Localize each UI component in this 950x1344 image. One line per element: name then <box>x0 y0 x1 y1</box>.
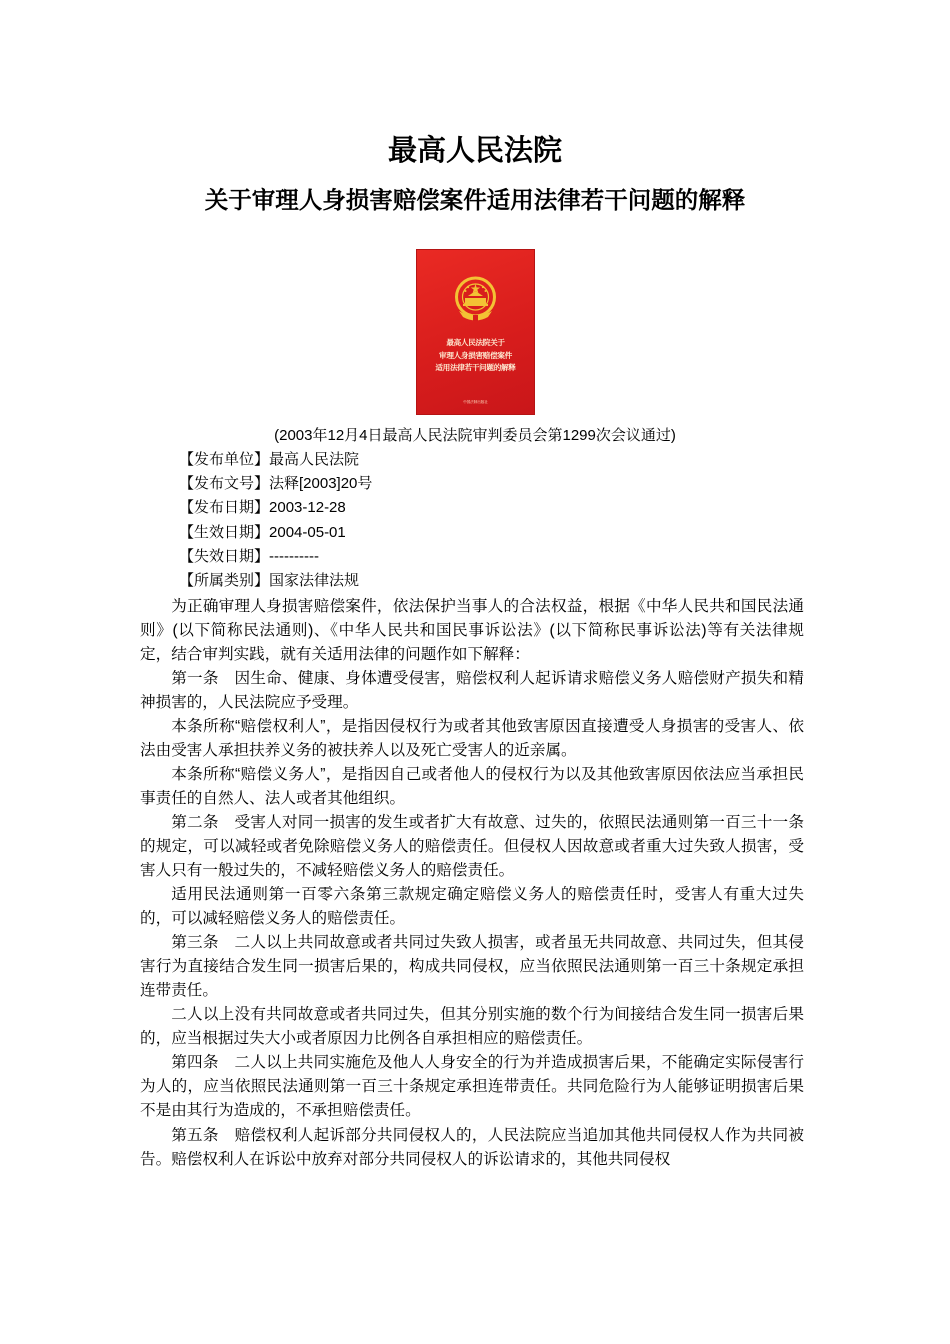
article-paragraph <box>140 1051 804 1123</box>
article-text: 二人以上没有共同故意或者共同过失，但其分别实施的数个行为间接结合发生同一损害后果的，应当根据过失大小或者原因力比例各自承担相应的赔偿责任。 <box>140 1006 804 1048</box>
article-text: 二人以上共同实施危及他人人身安全的行为并造成损害后果，不能确定实际侵害行为人的，应当依照民法通则第一百三十条规定承担连带责任。共同危险行为人能够证明损害后果不是由其行为造成的，不承担赔偿责任。 <box>140 1054 804 1120</box>
adoption-note: (2003年12月4日最高人民法院审判委员会第1299次会议通过) <box>274 427 676 444</box>
book-cover-image <box>416 249 535 415</box>
article-text: 因生命、健康、身体遭受侵害，赔偿权利人起诉请求赔偿义务人赔偿财产损失和精神损害的，人民法院应予受理。 <box>140 669 804 711</box>
document-subtitle: 关于审理人身损害赔偿案件适用法律若干问题的解释 <box>204 186 746 214</box>
article-heading: 第三条 <box>171 934 219 952</box>
article-text: 本条所称“赔偿权利人”，是指因侵权行为或者其他致害原因直接遭受人身损害的受害人、依法由受害人承担扶养义务的被扶养人以及死亡受害人的近亲属。 <box>140 717 804 759</box>
metadata-value: 国家法律法规 <box>269 571 360 589</box>
metadata-value: 法释[2003]20号 <box>269 475 373 493</box>
article-paragraph <box>140 715 804 763</box>
article-text: 受害人对同一损害的发生或者扩大有故意、过失的，依照民法通则第一百三十一条的规定，可以减轻或者免除赔偿义务人的赔偿责任。但侵权人因故意或者重大过失致人损害，受害人只有一般过失的，不减轻赔偿义务人的赔偿责任。 <box>140 813 804 880</box>
preamble-paragraph <box>140 595 804 667</box>
metadata-value: 最高人民法院 <box>269 451 360 468</box>
metadata-list <box>179 448 819 593</box>
metadata-label: 【生效日期】 <box>179 523 270 541</box>
national-emblem-icon <box>416 249 535 415</box>
book-cover-title: 最高人民法院关于 审理人身损害赔偿案件 适用法律若干问题的解释 <box>435 338 516 372</box>
article-paragraph <box>140 1003 804 1051</box>
metadata-row <box>179 496 819 520</box>
metadata-value: ---------- <box>269 547 319 565</box>
article-paragraph <box>140 763 804 811</box>
article-heading: 第五条 <box>171 1126 219 1144</box>
article-paragraph <box>140 667 804 715</box>
metadata-row <box>179 448 819 472</box>
article-heading: 第一条 <box>171 669 219 687</box>
book-cover-publisher: 中国法制出版社 <box>463 400 488 404</box>
article-paragraph <box>140 1124 804 1172</box>
document-title: 最高人民法院 <box>387 133 562 167</box>
document-body <box>140 595 804 1172</box>
metadata-value: 2004-05-01 <box>269 523 346 541</box>
metadata-label: 【发布日期】 <box>179 499 270 517</box>
metadata-label: 【发布文号】 <box>179 475 270 493</box>
article-text: 为正确审理人身损害赔偿案件，依法保护当事人的合法权益，根据《中华人民共和国民法通则》(以下简称民法通则)、《中华人民共和国民事诉讼法》(以下简称民事诉讼法)等有关法律规定，结合审判实践，就有关适用法律的问题作如下解释： <box>140 597 804 663</box>
metadata-label: 【所属类别】 <box>179 571 270 589</box>
metadata-row <box>179 569 819 593</box>
metadata-label: 【失效日期】 <box>179 547 270 565</box>
metadata-row <box>179 545 819 569</box>
metadata-row <box>179 472 819 496</box>
article-heading: 第二条 <box>171 813 219 831</box>
article-paragraph <box>140 811 804 883</box>
article-heading: 第四条 <box>171 1054 219 1072</box>
article-text: 赔偿权利人起诉部分共同侵权人的，人民法院应当追加其他共同侵权人作为共同被告。赔偿权利人在诉讼中放弃对部分共同侵权人的诉讼请求的，其他共同侵权 <box>140 1126 804 1168</box>
article-text: 二人以上共同故意或者共同过失致人损害，或者虽无共同故意、共同过失，但其侵害行为直接结合发生同一损害后果的，构成共同侵权，应当依照民法通则第一百三十条规定承担连带责任。 <box>140 934 804 1000</box>
metadata-label: 【发布单位】 <box>179 451 270 468</box>
article-paragraph <box>140 883 804 931</box>
article-text: 适用民法通则第一百零六条第三款规定确定赔偿义务人的赔偿责任时，受害人有重大过失的，可以减轻赔偿义务人的赔偿责任。 <box>140 886 804 928</box>
article-text: 本条所称“赔偿义务人”，是指因自己或者他人的侵权行为以及其他致害原因依法应当承担民事责任的自然人、法人或者其他组织。 <box>140 765 804 807</box>
metadata-row <box>179 521 819 545</box>
metadata-value: 2003-12-28 <box>269 499 346 517</box>
article-paragraph <box>140 931 804 1003</box>
